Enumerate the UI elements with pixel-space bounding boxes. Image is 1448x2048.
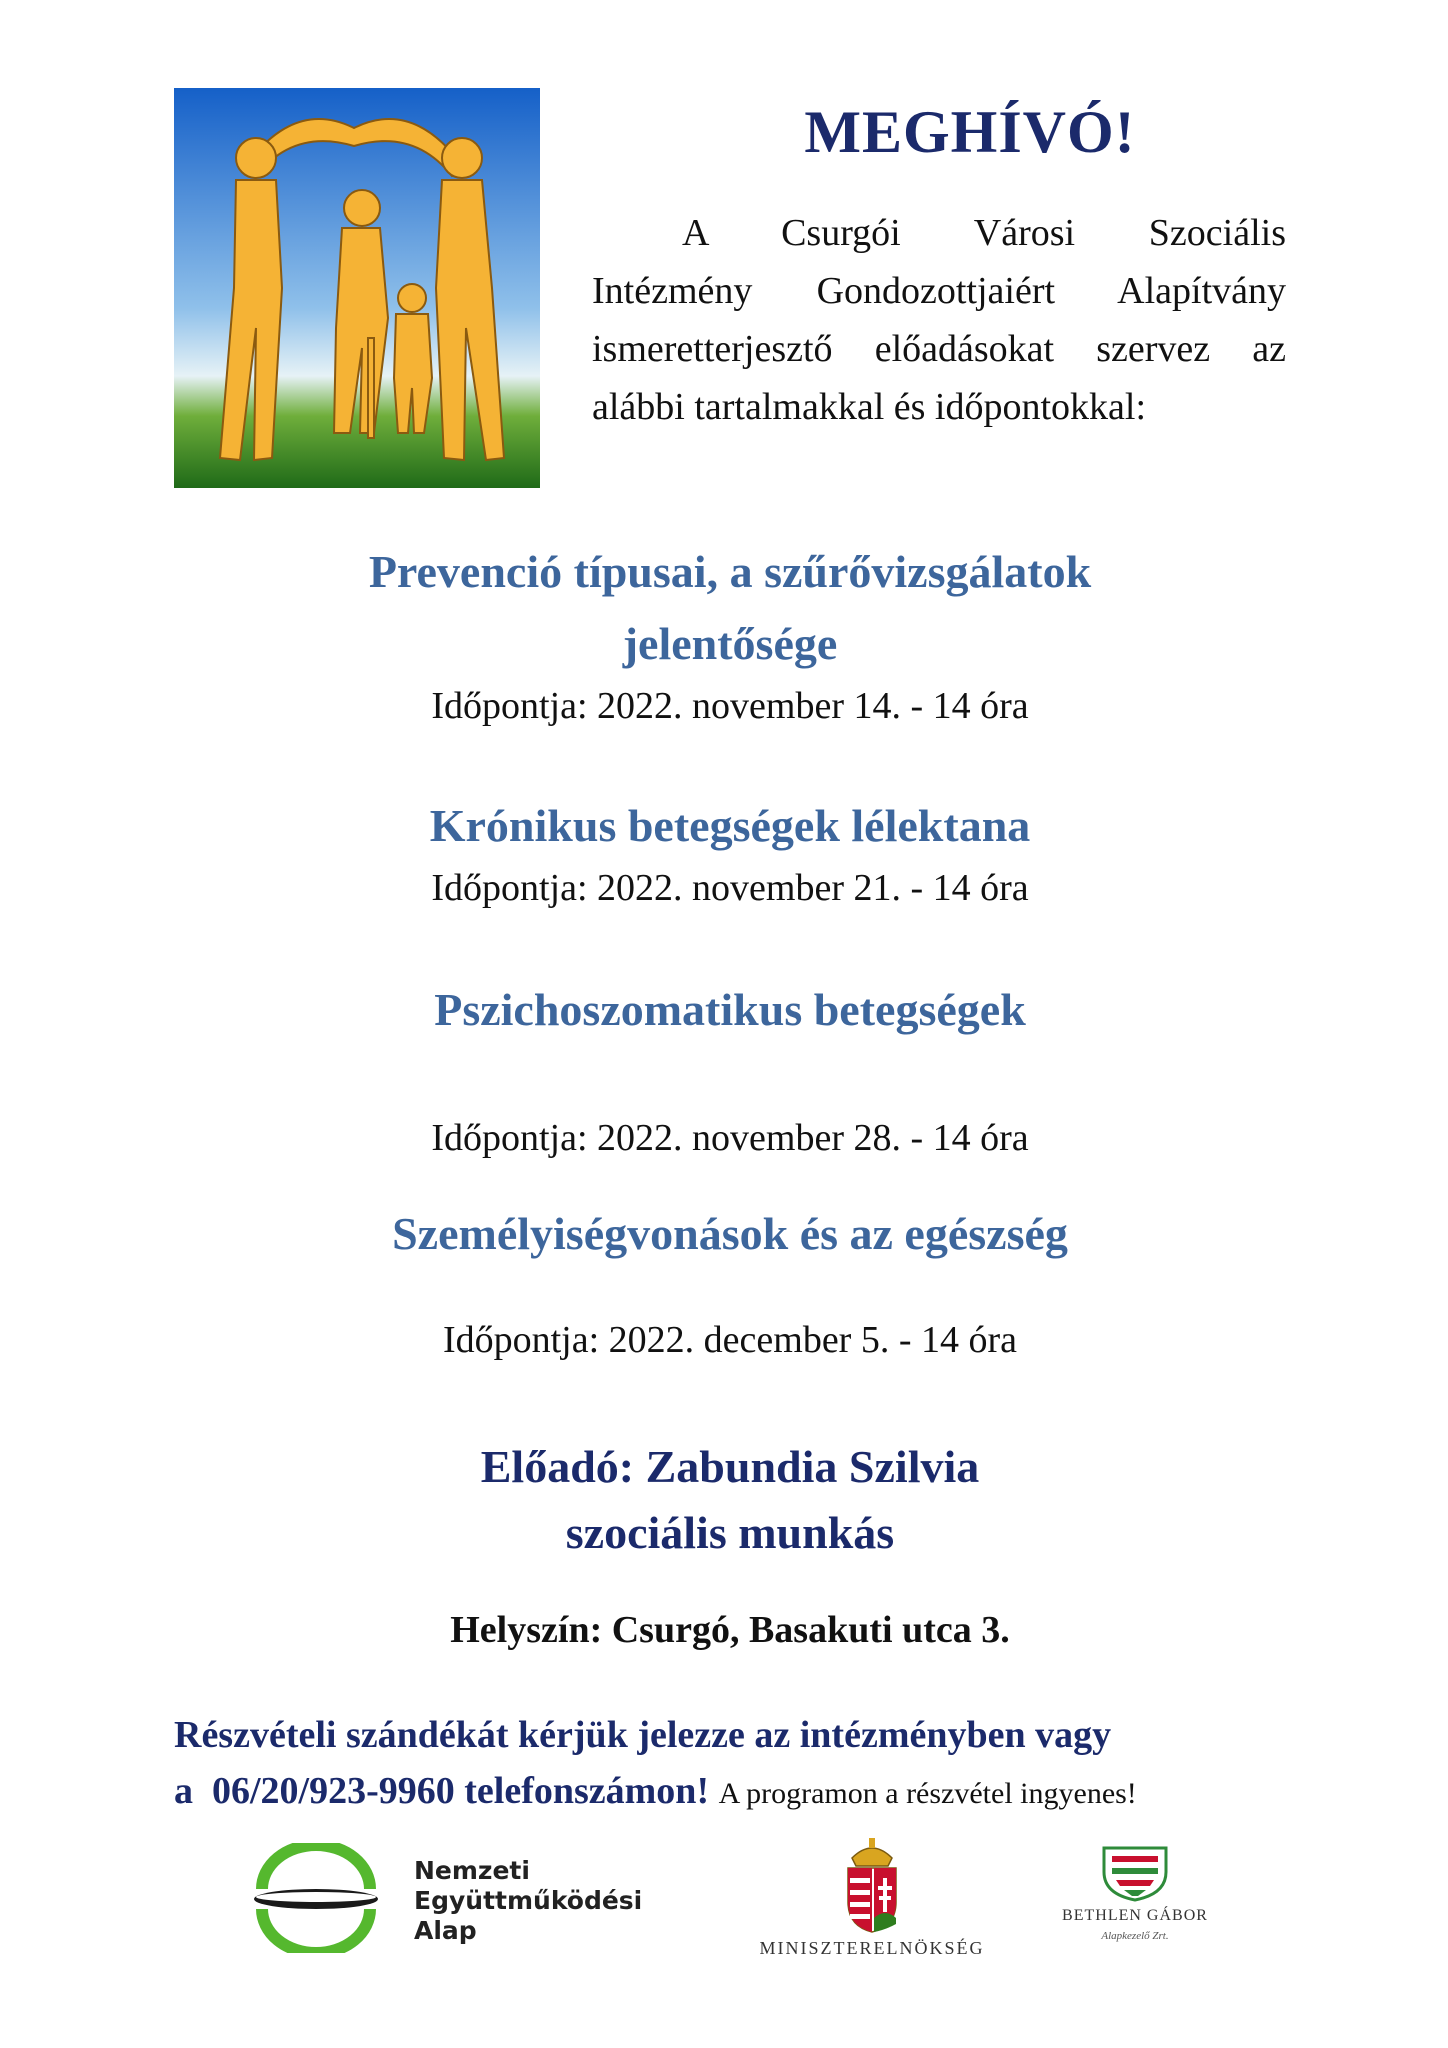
talk-title: Pszichoszomatikus betegségek [434,984,1026,1035]
talk-date: Időpontja: 2022. november 14. - 14 óra [431,685,1029,727]
bethlen-gabor-text: BETHLEN GÁBOR [1062,1907,1208,1924]
ministry-text: MINISZTERELNÖKSÉG [759,1938,985,1958]
speaker-info [200,1434,1260,1566]
intro-line: Intézmény Gondozottjaiért Alapítvány [592,270,1286,312]
talk-date: Időpontja: 2022. december 5. - 14 óra [442,1319,1018,1361]
participation-note [174,1707,1294,1822]
nea-logo-text [414,1856,642,1946]
hungarian-crest-icon [838,1838,906,1934]
bethlen-gabor-logo-icon [1098,1842,1172,1902]
speaker-role: szociális munkás [565,1507,895,1558]
talk-title: Krónikus betegségek lélektana [429,800,1031,851]
nea-logo-icon [246,1843,386,1953]
nea-text-line: Alap [414,1916,477,1945]
phone-number: 06/20/923-9960 telefonszámon! [212,1770,710,1812]
talk-title [200,536,1260,680]
nea-text-line: Nemzeti [414,1856,530,1885]
location-text: Helyszín: Csurgó, Basakuti utca 3. [450,1609,1010,1651]
page-title: MEGHÍVÓ! [804,99,1136,165]
participation-line: Részvételi szándékát kérjük jelezze az intézményben vagy [174,1714,1112,1756]
intro-line: A Csurgói Városi Szociális [682,212,1286,254]
talk-title-line: Prevenció típusai, a szűrővizsgálatok [368,546,1092,597]
speaker-name: Előadó: Zabundia Szilvia [480,1441,980,1492]
talk-title-line: jelentősége [622,618,838,669]
intro-line: alábbi tartalmakkal és időpontokkal: [592,386,1147,428]
talk-date: Időpontja: 2022. november 21. - 14 óra [431,867,1029,909]
participation-prefix: a [174,1770,193,1812]
nea-text-line: Együttműködési [414,1886,643,1915]
intro-paragraph [592,204,1286,436]
talk-title: Személyiségvonások és az egészség [392,1208,1068,1259]
intro-line: ismeretterjesztő előadásokat szervez az [592,328,1286,370]
talk-date: Időpontja: 2022. november 28. - 14 óra [431,1117,1029,1159]
foundation-logo-icon [174,88,540,488]
free-note: A programon a részvétel ingyenes! [718,1777,1137,1810]
bethlen-gabor-subtext: Alapkezelő Zrt. [1101,1930,1169,1942]
